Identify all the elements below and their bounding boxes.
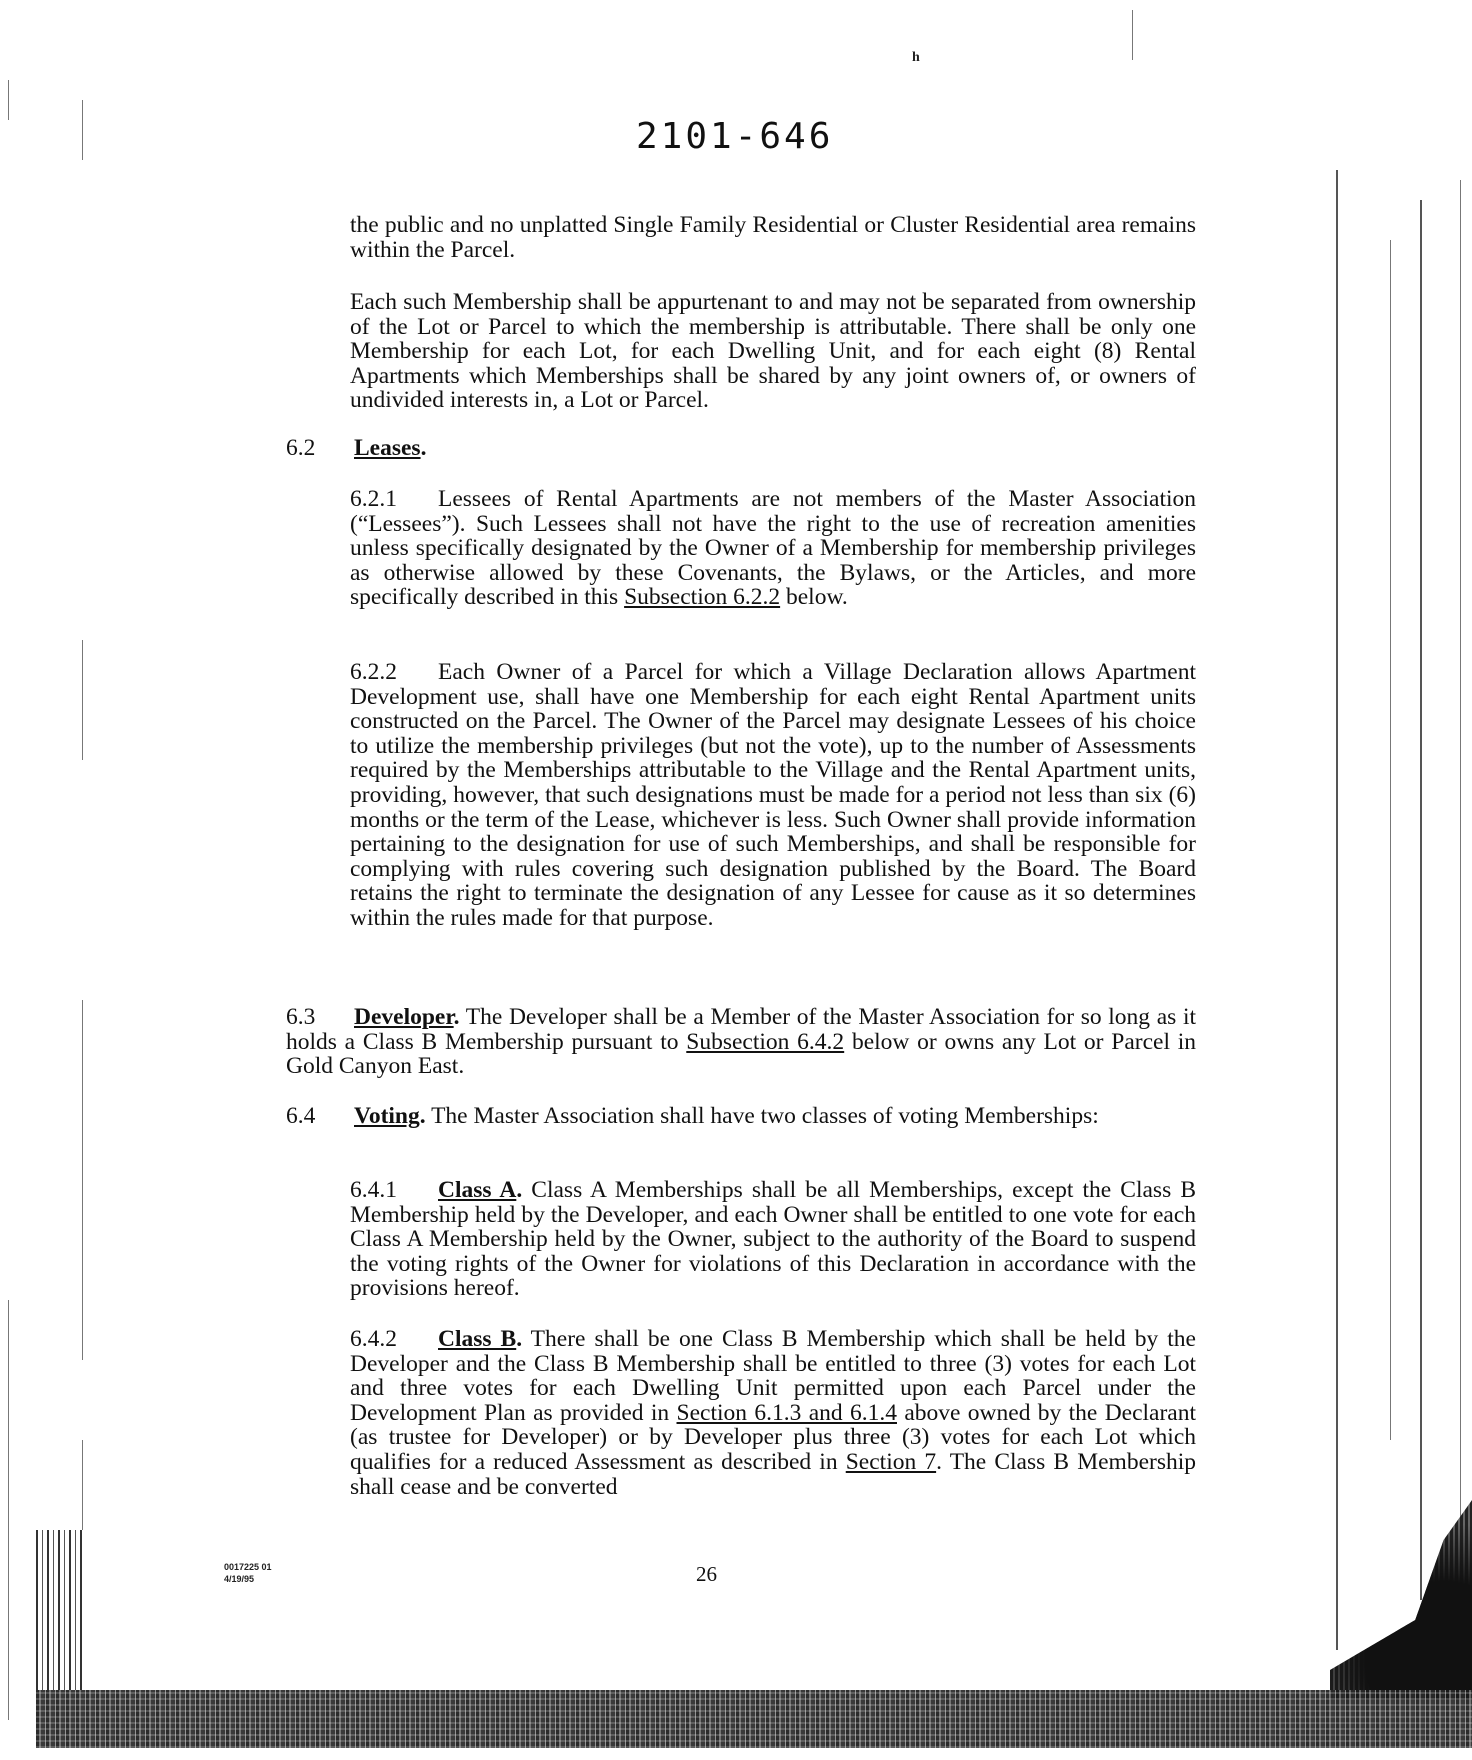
cross-reference-link: Subsection 6.2.2 bbox=[624, 584, 781, 611]
section-number: 6.4 bbox=[286, 1103, 316, 1129]
scan-artifact-line bbox=[1390, 240, 1391, 1440]
subsection-number: 6.2.2 bbox=[350, 659, 397, 685]
scan-artifact-edge bbox=[36, 1530, 86, 1690]
subsection-text: Class A Memberships shall be all Memberships, except the Class B Membership held by the Developer, and each Owner shall be entitled to one vote for each Class A Membership held by the Owner, subject to the authority of the Board to suspend the voting rights of the Owner for violations of this Declaration in accordance with the provisions hereof. bbox=[350, 1177, 1196, 1302]
subsection-title: Class A bbox=[438, 1177, 517, 1203]
subsection-6-2-2 bbox=[350, 660, 1196, 931]
subsection-6-2-1 bbox=[350, 487, 1196, 610]
subsection-number: 6.2.1 bbox=[350, 486, 397, 512]
section-number: 6.2 bbox=[286, 435, 316, 461]
section-6-4: 6.4 Voting. The Master Association shall have two classes of voting Memberships: bbox=[286, 1103, 1099, 1129]
subsection-6-4-1: 6.4.1 Class A. Class A Memberships shall be all Memberships, except the Class B Membership held by the Developer, and each Owner shall be entitled to one vote for each Class A Membership held by the Owner, subject to the authority of the Board to suspend the voting rights of the Owner for violations of this Declaration in accordance with the provisions hereof. bbox=[350, 1177, 1196, 1302]
cross-reference-link: Section 6.1.3 and 6.1.4 bbox=[676, 1399, 897, 1426]
scan-artifact-line bbox=[82, 100, 83, 160]
scan-artifact-line bbox=[1336, 170, 1338, 1650]
scan-mark: h bbox=[912, 50, 920, 65]
section-6-3: 6.3 Developer. The Developer shall be a Member of the Master Association for so long as it holds a Class B Membership pursuant to Subsection 6.4.2 below or owns any Lot or Parcel in Gold Canyon East. bbox=[286, 1004, 1197, 1080]
document-stamp-number: 2101-646 bbox=[636, 116, 834, 157]
subsection-text: There shall be one Class B Membership which shall be held by the Developer and the Class B Membership shall be entitled to three (3) votes for each Lot and three votes for each Dwelling Unit permitted upon each Parcel under the Development Plan as provided in bbox=[350, 1326, 1196, 1426]
cross-reference-link: Subsection 6.4.2 bbox=[686, 1028, 845, 1055]
scan-artifact-bottom-band-overlay bbox=[36, 1690, 1472, 1748]
scan-artifact-line bbox=[1420, 200, 1422, 1600]
section-text-tail: below or owns any Lot or Parcel in Gold Canyon East. bbox=[286, 1028, 1197, 1080]
scan-artifact-line bbox=[82, 1000, 83, 1360]
page-number: 26 bbox=[696, 1562, 717, 1586]
footer-doc-code bbox=[224, 1561, 272, 1585]
section-title: Developer bbox=[354, 1004, 454, 1030]
subsection-text-mid: above owned by the Declarant (as trustee for Developer) or by Developer plus three (3) votes for each Lot which qualifies for a reduced Assessment as described in bbox=[350, 1399, 1197, 1475]
section-number: 6.3 bbox=[286, 1004, 316, 1030]
subsection-text-tail: below. bbox=[785, 584, 848, 611]
section-text: The Master Association shall have two classes of voting Memberships: bbox=[431, 1103, 1099, 1129]
subsection-title: Class B bbox=[438, 1326, 517, 1352]
scan-artifact-line bbox=[1460, 180, 1461, 1630]
paragraph-intro: the public and no unplatted Single Family Residential or Cluster Residential area remains within the Parcel. bbox=[350, 212, 1196, 263]
subsection-text: Each Owner of a Parcel for which a Village Declaration allows Apartment Development use, shall have one Membership for each eight Rental Apartment units constructed on the Parcel. The Owner of the Parcel may designate Lessees of his choice to utilize the membership privileges (but not the vote), up to the number of Assessments required by the Memberships attributable to the Village and the Rental Apartment units, providing, however, that such designations must be made for a period not less than six (6) months or the term of the Lease, whichever is less. Such Owner shall provide information pertaining to the designation for use of such Memberships, and shall be responsible for complying with rules covering such designation published by the Board. The Board retains the right to terminate the designation of any Lessee for cause as it so determines within the rules made for that purpose. bbox=[350, 659, 1196, 931]
subsection-6-4-2: 6.4.2 Class B. There shall be one Class B Membership which shall be held by the Developer and the Class B Membership shall be entitled to three (3) votes for each Lot and three votes for each Dwelling Unit permitted upon each Parcel under the Development Plan as provided in Section 6.1.3 and 6.1.4 above owned by the Declarant (as trustee for Developer) or by Developer plus three (3) votes for each Lot which qualifies for a reduced Assessment as described in Section 7. The Class B Membership shall cease and be converted bbox=[350, 1326, 1197, 1500]
scan-artifact-line bbox=[8, 1300, 9, 1720]
subsection-number: 6.4.1 bbox=[350, 1177, 397, 1203]
subsection-text: Lessees of Rental Apartments are not members of the Master Association (“Lessees”). Such Lessees shall not have the right to the use of recreation amenities unless specifically designated by the Owner of a Membership for membership privileges as otherwise allowed by these Covenants, the Bylaws, or the Articles, and more specifically described in this bbox=[350, 486, 1196, 611]
scan-artifact-corner bbox=[1330, 1500, 1472, 1700]
doc-code: 0017225 01 bbox=[224, 1562, 272, 1572]
section-text: The Developer shall be a Member of the Master Association for so long as it holds a Class B Membership pursuant to bbox=[286, 1004, 1197, 1055]
section-title: Leases bbox=[354, 435, 421, 461]
subsection-text-tail: . The Class B Membership shall cease and be converted bbox=[350, 1448, 1196, 1500]
scan-artifact-line bbox=[1132, 10, 1133, 60]
section-title: Voting bbox=[354, 1103, 420, 1129]
doc-date: 4/19/95 bbox=[224, 1574, 255, 1584]
scan-artifact-line bbox=[8, 80, 9, 120]
paragraph-membership: Each such Membership shall be appurtenant to and may not be separated from ownership of the Lot or Parcel to which the membership is attributable. There shall be only one Membership for each Lot, for each Dwelling Unit, and for each eight (8) Rental Apartments which Memberships shall be shared by any joint owners of, or owners of undivided interests in, a Lot or Parcel. bbox=[350, 289, 1196, 414]
subsection-number: 6.4.2 bbox=[350, 1326, 397, 1352]
section-6-2-heading: 6.2 Leases. bbox=[286, 435, 427, 461]
scan-artifact-line bbox=[82, 640, 83, 760]
cross-reference-link: Section 7 bbox=[845, 1448, 937, 1475]
